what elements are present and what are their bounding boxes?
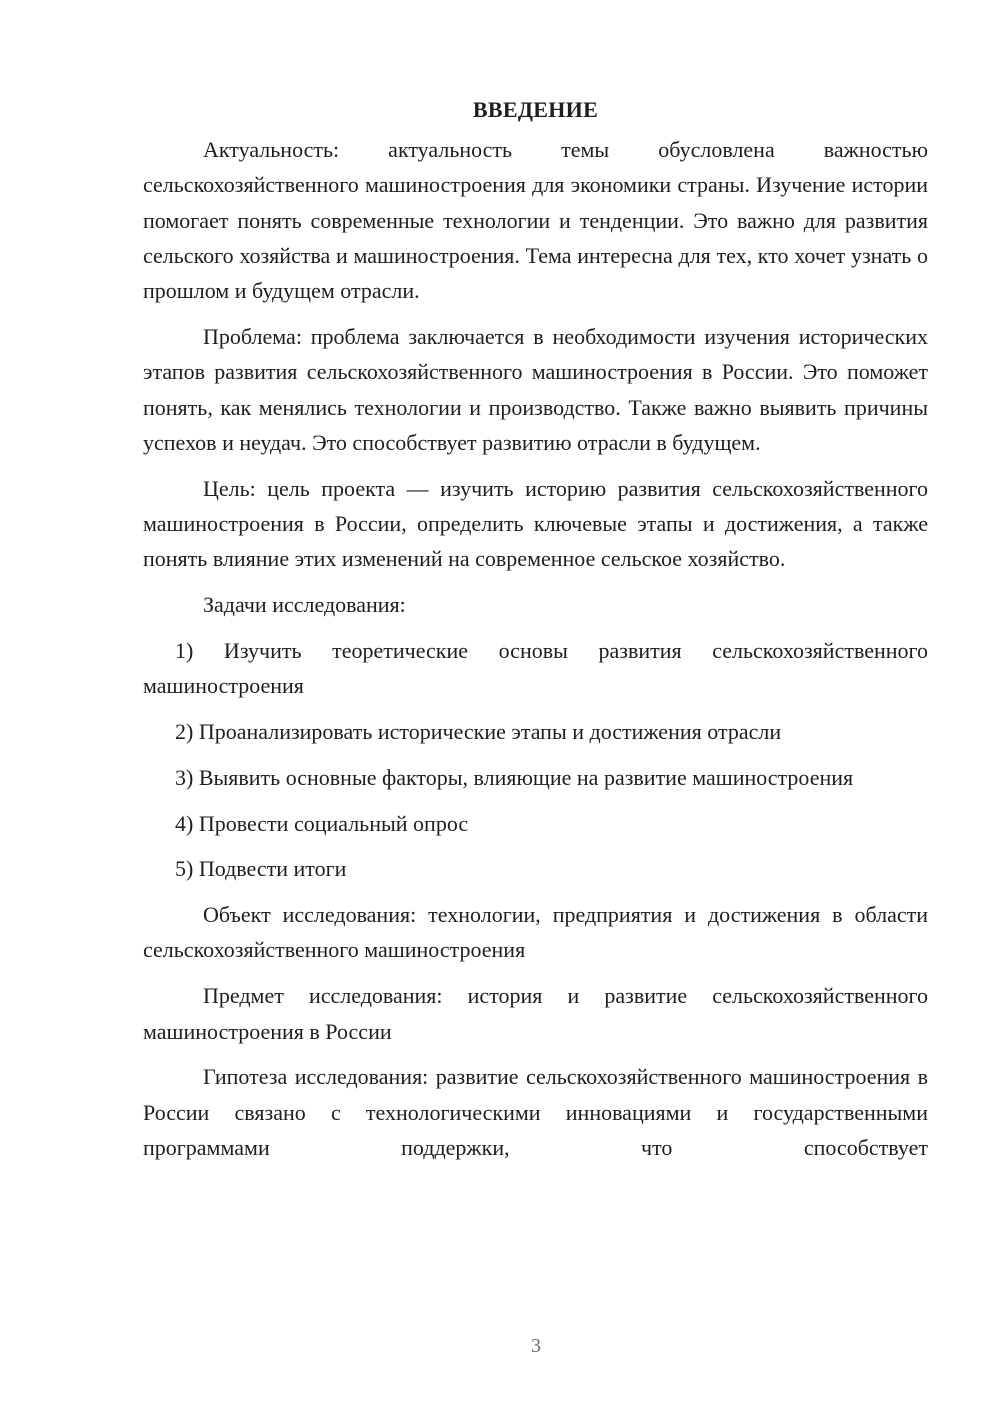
research-object-paragraph: Объект исследования: технологии, предприятия и достижения в области сельскохозяйственного машиностроения [143, 902, 928, 963]
page-content [143, 92, 928, 1176]
relevance-paragraph: Актуальность: актуальность темы обусловлена важностью сельскохозяйственного машиностроения для экономики страны. Изучение истории помогает понять современные технологии и тенденции. Это важно для развития сельского хозяйства и машиностроения. Тема интересна для тех, кто хочет узнать о прошлом и будущем отрасли. [143, 137, 928, 304]
task-item: 1) Изучить теоретические основы развития сельскохозяйственного машиностроения [143, 637, 928, 699]
task-item: 5) Подвести итоги [175, 856, 347, 882]
task-item: 4) Провести социальный опрос [175, 810, 469, 836]
research-subject-paragraph: Предмет исследования: история и развитие сельскохозяйственного машиностроения в России [143, 983, 928, 1044]
page-number: 3 [531, 1335, 541, 1357]
tasks-heading: Задачи исследования: [203, 592, 406, 618]
task-item: 3) Выявить основные факторы, влияющие на развитие машиностроения [175, 764, 854, 790]
section-title: ВВЕДЕНИЕ [472, 97, 599, 122]
task-item: 2) Проанализировать исторические этапы и достижения отрасли [175, 718, 782, 744]
hypothesis-paragraph: Гипотеза исследования: развитие сельскохозяйственного машиностроения в России связано с технологическими инновациями и государственными программами поддержки, что способствует [143, 1064, 928, 1160]
goal-paragraph: Цель: цель проекта — изучить историю развития сельскохозяйственного машиностроения в России, определить ключевые этапы и достижения, а также понять влияние этих изменений на современное сельское хозяйство. [143, 475, 928, 572]
problem-paragraph: Проблема: проблема заключается в необходимости изучения исторических этапов развития сельскохозяйственного машиностроения в России. Это поможет понять, как менялись технологии и производство. Также важно выявить причины успехов и неудач. Это способствует развитию отрасли в будущем. [143, 323, 928, 455]
